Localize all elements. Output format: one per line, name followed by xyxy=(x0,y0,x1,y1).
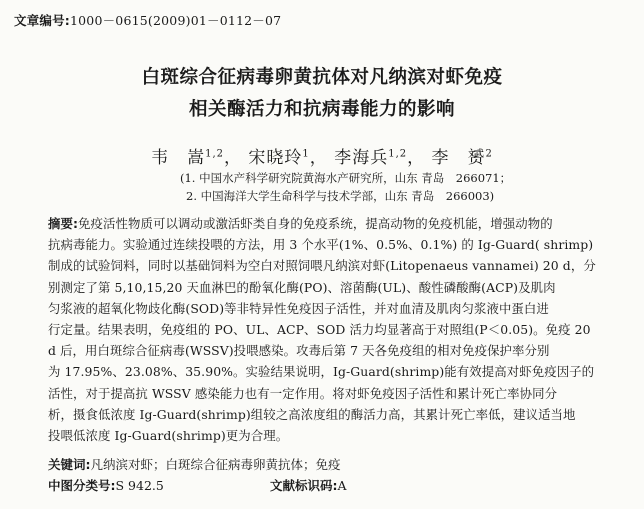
article-number xyxy=(14,11,281,29)
abstract-line: 抗病毒能力。实验通过连续投喂的方法，用 3 个水平(1%、0.5%、0.1%) 的 Ig-Guard( shrimp) xyxy=(48,237,594,253)
author-list: 韦 嵩$^{1,2}$， 宋晓玲$^1$， 李海兵$^{1,2}$， 李 赟$^2$ xyxy=(151,148,493,168)
document-code-label: 文献标识码: xyxy=(270,478,338,493)
abstract-line: 投喂低浓度 Ig-Guard(shrimp)更为合理。 xyxy=(48,428,289,444)
abstract-line: 为 17.95%、23.08%、35.90%。实验结果说明，Ig-Guard(shrimp)能有效提高对虾免疫因子的 xyxy=(48,364,595,380)
paper-title-line-2: 相关酶活力和抗病毒能力的影响 xyxy=(188,99,455,120)
clc-number xyxy=(48,476,164,494)
abstract-label: 摘要: xyxy=(48,216,79,231)
abstract xyxy=(48,213,622,446)
abstract-line: 别测定了第 5,10,15,20 天血淋巴的酚氧化酶(PO)、溶菌酶(UL)、酸性磷酸酶(ACP)及肌肉 xyxy=(48,279,556,295)
keywords xyxy=(48,455,341,473)
affiliation-2: 2. 中国海洋大学生命科学与技术学部，山东 青岛 266003) xyxy=(186,189,495,203)
author-3: 李海兵$^{1,2}$ xyxy=(334,148,408,168)
clc-label: 中图分类号: xyxy=(48,478,116,493)
document-code-value: A xyxy=(337,478,347,493)
abstract-line: 活性，对于提高抗 WSSV 感染能力也有一定作用。将对虾免疫因子活性和累计死亡率协同分 xyxy=(48,385,558,401)
author-4: 李 赟$^2$ xyxy=(431,148,493,168)
paper-title-line-1: 白斑综合征病毒卵黄抗体对凡纳滨对虾免疫 xyxy=(141,67,503,88)
abstract-line: 行定量。结果表明，免疫组的 PO、UL、ACP、SOD 活力均显著高于对照组(P＜0.05)。免疫 20 xyxy=(48,322,591,338)
document-code xyxy=(270,476,347,494)
abstract-line: 摘要:免疫活性物质可以调动或激活虾类自身的免疫系统，提高动物的免疫机能，增强动物的 xyxy=(48,216,553,231)
abstract-line: 制成的试验饲料，同时以基础饲料为空白对照饲喂凡纳滨对虾(Litopenaeus vannamei) 20 d，分 xyxy=(48,258,596,274)
article-number-value: 1000－0615(2009)01－0112－07 xyxy=(70,13,282,28)
abstract-line: 匀浆液的超氧化物歧化酶(SOD)等非特异性免疫因子活性，并对血清及肌肉匀浆液中蛋白进 xyxy=(48,300,549,316)
abstract-line: 析，摄食低浓度 Ig-Guard(shrimp)组较之高浓度组的酶活力高，其累计死亡率低，建议适当地 xyxy=(48,406,576,422)
abstract-line: d 后，用白斑综合征病毒(WSSV)投喂感染。攻毒后第 7 天各免疫组的相对免疫保护率分别 xyxy=(48,343,550,359)
keywords-value: 凡纳滨对虾；白斑综合征病毒卵黄抗体；免疫 xyxy=(90,457,341,472)
article-number-label: 文章编号: xyxy=(14,13,70,28)
keywords-label: 关键词: xyxy=(48,457,91,472)
affiliation-1: (1. 中国水产科学研究院黄海水产研究所，山东 青岛 266071； xyxy=(180,171,512,185)
clc-value: S 942.5 xyxy=(115,478,164,493)
author-2: 宋晓玲$^1$ xyxy=(248,148,310,168)
author-1: 韦 嵩$^{1,2}$ xyxy=(151,148,225,168)
